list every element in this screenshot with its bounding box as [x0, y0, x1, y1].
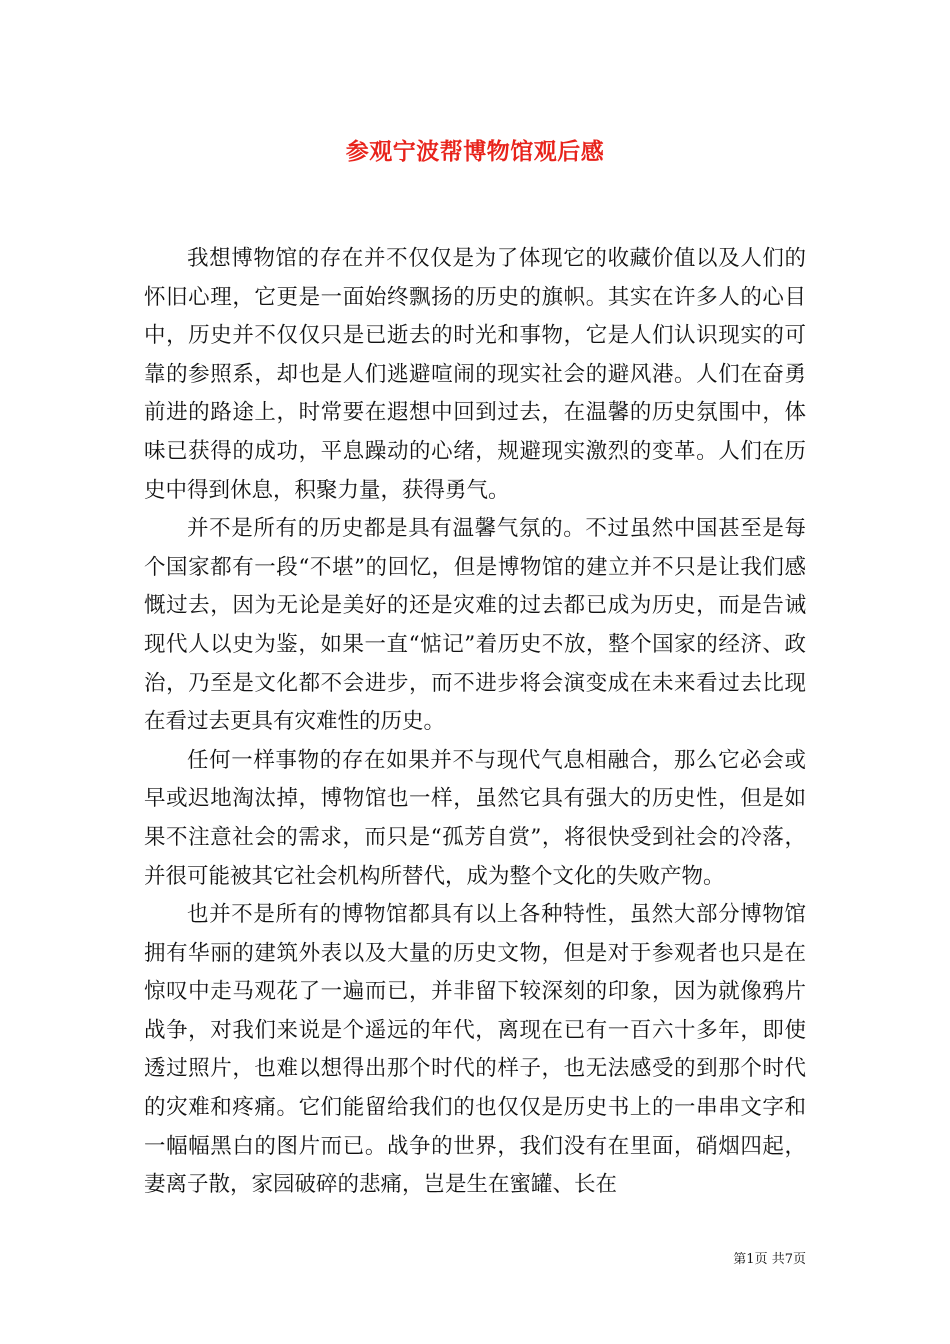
total-pages-number: 7 [784, 1252, 793, 1267]
paragraph-1: 我想博物馆的存在并不仅仅是为了体现它的收藏价值以及人们的怀旧心理，它更是一面始终飘扬的历史的旗帜。其实在许多人的心目中，历史并不仅仅只是已逝去的时光和事物，它是人们认识现实的可靠的参照系，却也是人们逃避喧闹的现实社会的避风港。人们在奋勇前进的路途上，时常要在遐想中回到过去，在温馨的历史氛围中，体味已获得的成功，平息躁动的心绪，规避现实激烈的变革。人们在历史中得到休息，积聚力量，获得勇气。 [144, 246, 806, 503]
page-mid-text: 页 共 [754, 1252, 785, 1267]
paragraph-4: 也并不是所有的博物馆都具有以上各种特性，虽然大部分博物馆拥有华丽的建筑外表以及大量的历史文物，但是对于参观者也只是在惊叹中走马观花了一遍而已，并非留下较深刻的印象，因为就像鸦片战争，对我们来说是个遥远的年代，离现在已有一百六十多年，即使透过照片，也难以想得出那个时代的样子，也无法感受的到那个时代的灾难和疼痛。它们能留给我们的也仅仅是历史书上的一串串文字和一幅幅黑白的图片而已。战争的世界，我们没有在里面，硝烟四起，妻离子散，家园破碎的悲痛，岂是生在蜜罐、长在 [144, 902, 806, 1198]
page-prefix: 第 [733, 1252, 747, 1267]
current-page-number: 1 [746, 1252, 755, 1267]
document-body [144, 240, 806, 1205]
paragraph-3: 任何一样事物的存在如果并不与现代气息相融合，那么它必会或早或迟地淘汰掉，博物馆也一样，虽然它具有强大的历史性，但是如果不注意社会的需求，而只是“孤芳自赏”，将很快受到社会的冷落，并很可能被其它社会机构所替代，成为整个文化的失败产物。 [144, 747, 806, 889]
paragraph-2: 并不是所有的历史都是具有温馨气氛的。不过虽然中国甚至是每个国家都有一段“不堪”的回忆，但是博物馆的建立并不只是让我们感慨过去，因为无论是美好的还是灾难的过去都已成为历史，而是告诫现代人以史为鉴，如果一直“惦记”着历史不放，整个国家的经济、政治，乃至是文化都不会进步，而不进步将会演变成在未来看过去比现在看过去更具有灾难性的历史。 [144, 516, 806, 735]
document-title: 参观宁波帮博物馆观后感 [345, 138, 605, 165]
page-number-footer [733, 1248, 806, 1267]
page-suffix: 页 [792, 1252, 806, 1267]
